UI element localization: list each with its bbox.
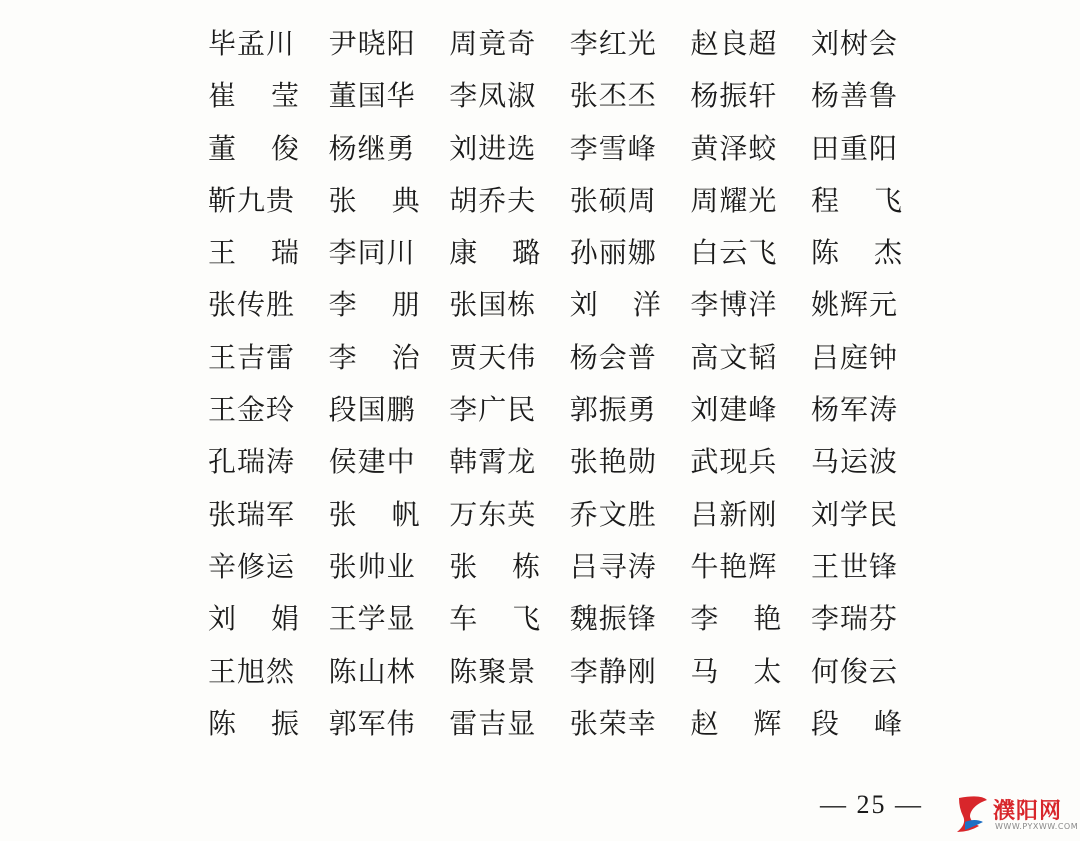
name-entry: 刘进选 — [449, 131, 537, 165]
name-entry: 李红光 — [569, 27, 657, 60]
name-entry: 张硕周 — [569, 183, 657, 217]
name-entry: 张帅业 — [328, 549, 416, 583]
name-entry: 董国华 — [328, 79, 416, 113]
name-entry: 杨善鲁 — [810, 79, 898, 113]
name-entry: 刘 洋 — [569, 288, 662, 322]
name-entry: 马运波 — [810, 445, 898, 479]
name-entry: 辛修运 — [208, 549, 296, 583]
name-entry: 段国鹏 — [328, 393, 416, 427]
name-entry: 乔文胜 — [569, 497, 657, 531]
name-entry: 武现兵 — [690, 445, 778, 479]
name-entry: 王吉雷 — [208, 340, 296, 374]
name-entry: 周竟奇 — [449, 27, 537, 60]
name-entry: 李静刚 — [569, 654, 657, 688]
name-entry: 陈 杰 — [810, 236, 903, 270]
name-entry: 李瑞芬 — [810, 602, 898, 636]
name-entry: 胡乔夫 — [449, 183, 537, 217]
name-entry: 王 瑞 — [208, 236, 300, 270]
name-entry: 白云飞 — [690, 236, 778, 270]
site-logo — [953, 792, 1077, 836]
name-entry: 吕寻涛 — [569, 549, 657, 583]
name-entry: 张荣幸 — [569, 706, 657, 740]
name-entry: 李广民 — [449, 393, 537, 427]
name-entry: 赵良超 — [690, 27, 778, 60]
name-entry: 李雪峰 — [569, 131, 657, 165]
name-entry: 王金玲 — [208, 393, 296, 427]
name-entry: 赵 辉 — [690, 706, 783, 740]
name-entry: 张传胜 — [208, 288, 296, 322]
name-entry: 孔瑞涛 — [208, 445, 296, 479]
name-entry: 吕新刚 — [690, 497, 778, 531]
name-entry: 李 治 — [328, 340, 421, 374]
name-entry: 雷吉显 — [449, 706, 537, 740]
logo-icon — [953, 792, 991, 836]
name-entry: 王世锋 — [810, 549, 898, 583]
page-number: — 25 — — [820, 790, 923, 819]
name-entry: 杨会普 — [569, 340, 657, 374]
name-entry: 陈聚景 — [449, 654, 537, 688]
name-entry: 韩霄龙 — [449, 445, 537, 479]
name-entry: 郭军伟 — [328, 706, 416, 740]
name-entry: 李 朋 — [328, 288, 421, 322]
name-entry: 万东英 — [449, 497, 537, 531]
name-entry: 贾天伟 — [449, 340, 537, 374]
name-entry: 段 峰 — [810, 706, 903, 740]
name-entry: 董 俊 — [208, 131, 300, 165]
name-entry: 车 飞 — [449, 602, 542, 636]
name-entry: 张 栋 — [449, 549, 542, 583]
name-entry: 孙丽娜 — [569, 236, 657, 270]
name-entry: 刘学民 — [810, 497, 898, 531]
name-entry: 尹晓阳 — [328, 27, 416, 60]
name-entry: 崔 莹 — [208, 79, 300, 113]
logo-url: WWW.PYXWW.COM — [995, 822, 1079, 831]
name-entry: 王学显 — [328, 602, 416, 636]
name-entry: 刘 娟 — [208, 602, 300, 636]
name-entry: 陈 振 — [208, 706, 300, 740]
name-entry: 郭振勇 — [569, 393, 657, 427]
name-entry: 李同川 — [328, 236, 416, 270]
name-entry: 杨军涛 — [810, 393, 898, 427]
name-entry: 王旭然 — [208, 654, 296, 688]
name-entry: 刘建峰 — [690, 393, 778, 427]
name-entry: 李博洋 — [690, 288, 778, 322]
name-entry: 吕庭钟 — [810, 340, 898, 374]
name-entry: 侯建中 — [328, 445, 416, 479]
name-entry: 高文韬 — [690, 340, 778, 374]
name-entry: 杨振轩 — [690, 79, 778, 113]
name-entry: 李凤淑 — [449, 79, 537, 113]
names-list — [208, 18, 918, 750]
name-entry: 牛艳辉 — [690, 549, 778, 583]
name-entry: 周耀光 — [690, 183, 778, 217]
name-entry: 马 太 — [690, 654, 783, 688]
name-entry: 张 帆 — [328, 497, 421, 531]
name-entry: 靳九贵 — [208, 183, 296, 217]
name-entry: 张瑞军 — [208, 497, 296, 531]
name-entry: 李 艳 — [690, 602, 783, 636]
name-entry: 康 璐 — [449, 236, 542, 270]
name-entry: 程 飞 — [810, 183, 903, 217]
name-entry: 魏振锋 — [569, 602, 657, 636]
name-entry: 姚辉元 — [810, 288, 898, 322]
name-entry: 张丕丕 — [569, 79, 657, 113]
name-entry: 刘树会 — [810, 27, 898, 60]
name-entry: 杨继勇 — [328, 131, 416, 165]
name-entry: 何俊云 — [810, 654, 898, 688]
name-entry: 毕孟川 — [208, 27, 296, 60]
name-entry: 张 典 — [328, 183, 421, 217]
name-entry: 田重阳 — [810, 131, 898, 165]
logo-name: 濮阳网 — [993, 799, 1063, 824]
name-entry: 陈山林 — [328, 654, 416, 688]
name-entry: 黄泽蛟 — [690, 131, 778, 165]
name-entry: 张国栋 — [449, 288, 537, 322]
name-entry: 张艳勋 — [569, 445, 657, 479]
